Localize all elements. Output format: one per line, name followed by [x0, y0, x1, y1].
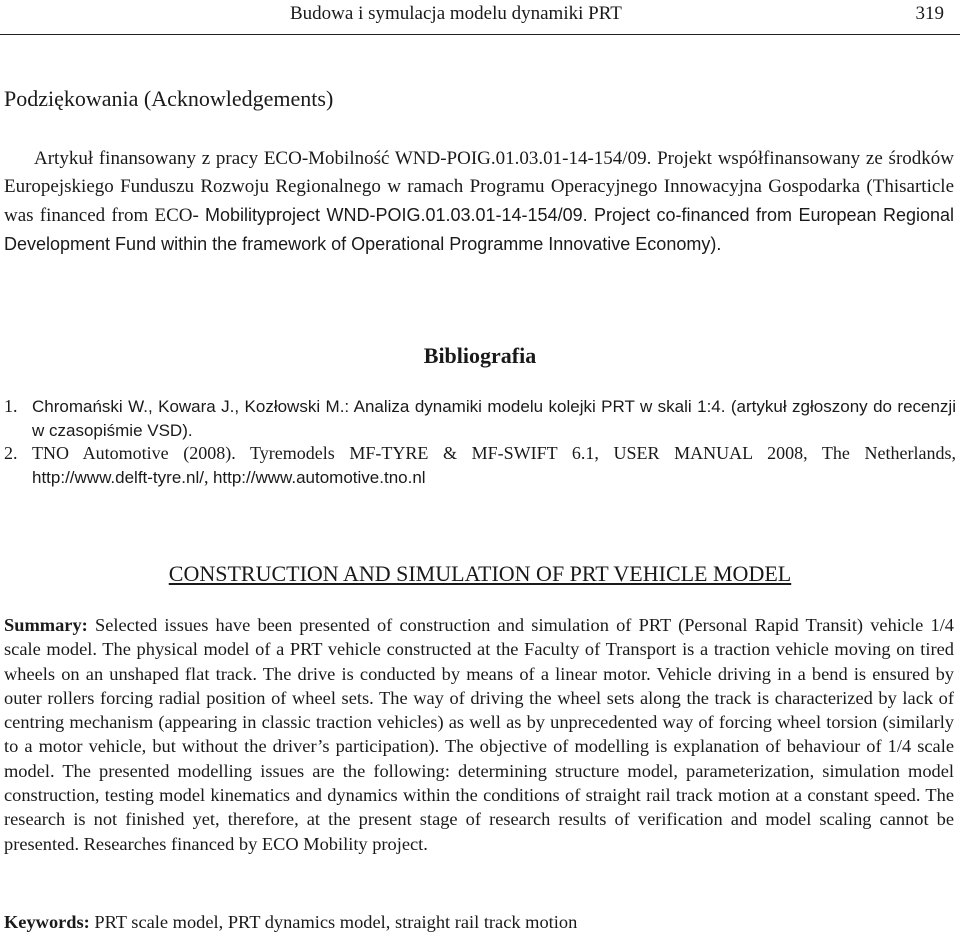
acknowledgements-body	[4, 145, 954, 259]
acknowledgements-heading: Podziękowania (Acknowledgements)	[4, 86, 334, 111]
bibliography-item-text	[32, 442, 956, 489]
page-number: 319	[915, 3, 944, 24]
keywords-label: Keywords:	[4, 912, 90, 932]
bibliography-list	[4, 395, 956, 489]
running-header	[0, 0, 960, 35]
acknowledgements-text-en: Mobilityproject WND-POIG.01.03.01-14-154/09. Project co-financed from European Regional Development Fund within the framework of Operational Programme Innovative Economy).	[4, 205, 955, 254]
summary-paragraph	[4, 613, 954, 856]
keywords-text: PRT scale model, PRT dynamics model, straight rail track motion	[94, 912, 578, 932]
bibliography-heading: Bibliografia	[423, 343, 537, 368]
bibliography-item-number: 2.	[4, 443, 18, 463]
reference-link-delft[interactable]: http://www.delft-tyre.nl/	[32, 467, 204, 487]
reference-link-tno[interactable]: http://www.automotive.tno.nl	[212, 467, 426, 487]
bibliography-item-citation: TNO Automotive (2008). Tyremodels MF-TYRE & MF-SWIFT 6.1, USER MANUAL 2008, The Netherlands,	[32, 443, 956, 463]
summary-label: Summary:	[4, 615, 88, 635]
bibliography-item	[4, 442, 956, 489]
bibliography-item-number: 1.	[4, 396, 18, 416]
bibliography-item-text: Chromański W., Kowara J., Kozłowski M.: Analiza dynamiki modelu kolejki PRT w skali 1:4. (artykuł zgłoszony do recenzji w czasopiśmie VSD).	[32, 397, 956, 440]
keywords-line	[4, 912, 577, 933]
reference-separator: ,	[203, 466, 213, 487]
bibliography-item	[4, 395, 956, 442]
summary-text: Selected issues have been presented of construction and simulation of PRT (Personal Rapid Transit) vehicle 1/4 scale model. The physical model of a PRT vehicle constructed at the Faculty of Transport is a traction vehicle moving on tired wheels on an unshaped flat track. The drive is conducted by means of a linear motor. Vehicle driving in a bend is ensured by outer rollers forcing radial position of wheel sets. The way of driving the wheel sets along the track is characterized by lack of centring mechanism (appearing in classic traction vehicles) as well as by unprecedented way of forcing wheel torsion (similarly to a motor vehicle, but without the driver’s participation). The objective of modelling is explanation of behaviour of 1/4 scale model. The presented modelling issues are the following: determining structure model, parameterization, simulation model construction, testing model kinematics and dynamics within the conditions of straight rail track motion at a constant speed. The research is not finished yet, therefore, at the present stage of research results of verification and model scaling cannot be presented. Researches financed by ECO Mobility project.	[4, 615, 954, 854]
running-title: Budowa i symulacja modelu dynamiki PRT	[290, 3, 622, 24]
acknowledgements-text-pl: Artykuł finansowany z pracy ECO-Mobilność WND-POIG.01.03.01-14-154/09. Projekt współfinansowany ze środków Europejskiego Funduszu Rozwoju Regionalnego w ramach Programu Operacyjnego Innowacyjna Gospodarka (Thisarticle was financed from ECO-	[4, 148, 954, 226]
english-title: CONSTRUCTION AND SIMULATION OF PRT VEHICLE MODEL	[168, 561, 792, 586]
